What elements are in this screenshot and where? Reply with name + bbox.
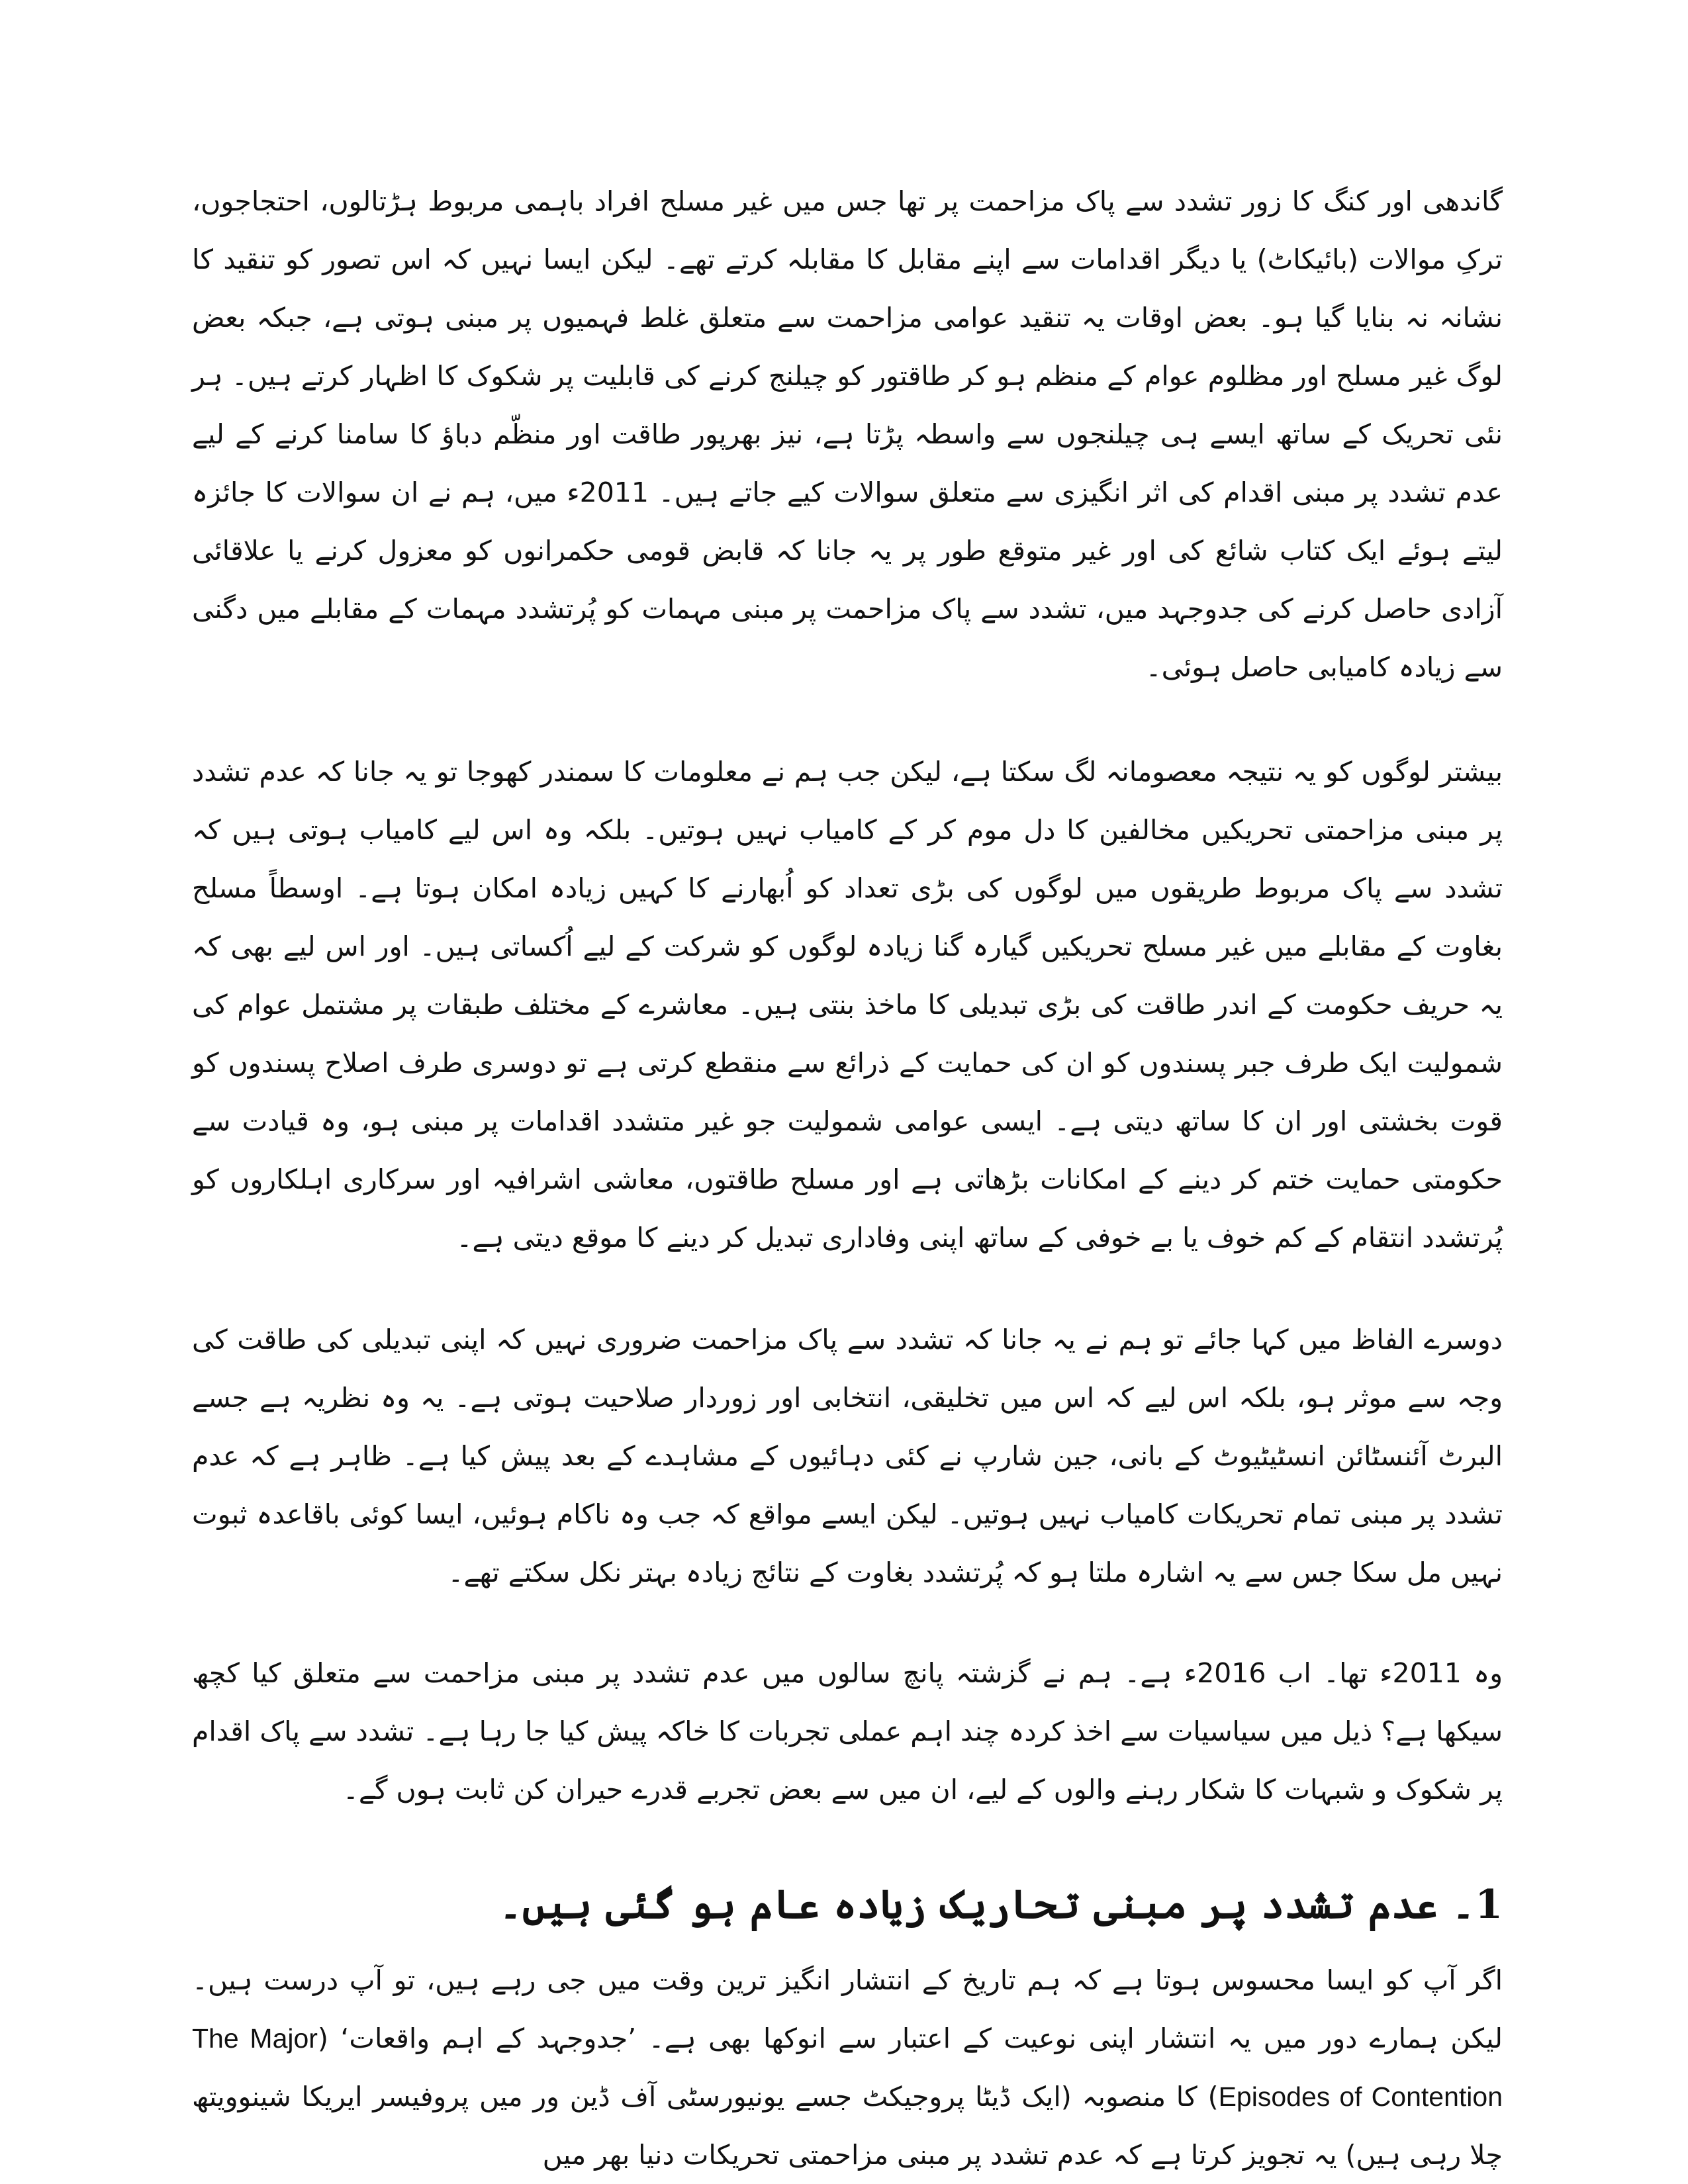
paragraph-5 [192,1951,1503,2184]
paragraph-1: گاندھی اور کنگ کا زور تشدد سے پاک مزاحمت پر تھا جس میں غیر مسلح افراد باہمی مربوط ہڑتالوں، احتجاجوں، ترکِ موالات (بائیکاٹ) یا دیگر اقدامات سے اپنے مقابل کا مقابلہ کرتے تھے۔ لیکن ایسا نہیں کہ اس تصور کو تنقید کا نشانہ نہ بنایا گیا ہو۔ بعض اوقات یہ تنقید عوامی مزاحمت سے متعلق غلط فہمیوں پر مبنی ہوتی ہے، جبکہ بعض لوگ غیر مسلح اور مظلوم عوام کے منظم ہو کر طاقتور کو چیلنج کرنے کی قابلیت پر شکوک کا اظہار کرتے ہیں۔ ہر نئی تحریک کے ساتھ ایسے ہی چیلنجوں سے واسطہ پڑتا ہے، نیز بھرپور طاقت اور منظّم دباؤ کا سامنا کرنے کے لیے عدم تشدد پر مبنی اقدام کی اثر انگیزی سے متعلق سوالات کیے جاتے ہیں۔ 2011ء میں، ہم نے ان سوالات کا جائزہ لیتے ہوئے ایک کتاب شائع کی اور غیر متوقع طور پر یہ جانا کہ قابض قومی حکمرانوں کو معزول کرنے یا علاقائی آزادی حاصل کرنے کی جدوجہد میں، تشدد سے پاک مزاحمت پر مبنی مہمات کو پُرتشدد مہمات کے مقابلے میں دگنی سے زیادہ کامیابی حاصل ہوئی۔ [192,185,1503,683]
paragraph-3: دوسرے الفاظ میں کہا جائے تو ہم نے یہ جانا کہ تشدد سے پاک مزاحمت ضروری نہیں کہ اپنی تبدیلی کی طاقت کی وجہ سے موثر ہو، بلکہ اس لیے کہ اس میں تخلیقی، انتخابی اور زوردار صلاحیت ہوتی ہے۔ یہ وہ نظریہ ہے جسے البرٹ آئنسٹائن انسٹیٹیوٹ کے بانی، جین شارپ نے کئی دہائیوں کے مشاہدے کے بعد پیش کیا ہے۔ ظاہر ہے کہ عدم تشدد پر مبنی تمام تحریکات کامیاب نہیں ہوتیں۔ لیکن ایسے مواقع کہ جب وہ ناکام ہوئیں، ایسا کوئی باقاعدہ ثبوت نہیں مل سکا جس سے یہ اشارہ ملتا ہو کہ پُرتشدد بغاوت کے نتائج زیادہ بہتر نکل سکتے تھے۔ [192,1324,1503,1588]
paragraph-5-text-after: ) کا منصوبہ (ایک ڈیٹا پروجیکٹ جسے یونیورسٹی آف ڈین ور میں پروفیسر ایریکا شینوویتھ چلا رہی ہیں) یہ تجویز کرتا ہے کہ عدم تشدد پر مبنی مزاحمتی تحریکات دنیا بھر میں [192,2081,1503,2171]
section-heading-1: 1۔ عدم تشدد پر مبنی تحاریک زیادہ عام ہو گئی ہیں۔ [498,1882,1503,1928]
paragraph-2: بیشتر لوگوں کو یہ نتیجہ معصومانہ لگ سکتا ہے، لیکن جب ہم نے معلومات کا سمندر کھوجا تو یہ جانا کہ عدم تشدد پر مبنی مزاحمتی تحریکیں مخالفین کا دل موم کر کے کامیاب نہیں ہوتیں۔ بلکہ وہ اس لیے کامیاب ہوتی ہیں کہ تشدد سے پاک مربوط طریقوں میں لوگوں کی بڑی تعداد کو اُبھارنے کا کہیں زیادہ امکان ہوتا ہے۔ اوسطاً مسلح بغاوت کے مقابلے میں غیر مسلح تحریکیں گیارہ گنا زیادہ لوگوں کو شرکت کے لیے اُکساتی ہیں۔ اور اس لیے بھی کہ یہ حریف حکومت کے اندر طاقت کی بڑی تبدیلی کا ماخذ بنتی ہیں۔ معاشرے کے مختلف طبقات پر مشتمل عوام کی شمولیت ایک طرف جبر پسندوں کو ان کی حمایت کے ذرائع سے منقطع کرتی ہے تو دوسری طرف اصلاح پسندوں کو قوت بخشتی اور ان کا ساتھ دیتی ہے۔ ایسی عوامی شمولیت جو غیر متشدد اقدامات پر مبنی ہو، وہ قیادت سے حکومتی حمایت ختم کر دینے کے امکانات بڑھاتی ہے اور مسلح طاقتوں، معاشی اشرافیہ اور سرکاری اہلکاروں کو پُرتشدد انتقام کے کم خوف یا بے خوفی کے ساتھ اپنی وفاداری تبدیل کر دینے کا موقع دیتی ہے۔ [192,756,1503,1253]
paragraph-5-text-before: اگر آپ کو ایسا محسوس ہوتا ہے کہ ہم تاریخ کے انتشار انگیز ترین وقت میں جی رہے ہیں، تو آپ درست ہیں۔ لیکن ہمارے دور میں یہ انتشار اپنی نوعیت کے اعتبار سے انوکھا بھی ہے۔ ’جدوجہد کے اہم واقعات‘ ( [192,1964,1503,2054]
document-page [192,172,1503,2184]
paragraph-4: وہ 2011ء تھا۔ اب 2016ء ہے۔ ہم نے گزشتہ پانچ سالوں میں عدم تشدد پر مبنی مزاحمت سے متعلق کیا کچھ سیکھا ہے؟ ذیل میں سیاسیات سے اخذ کردہ چند اہم عملی تجربات کا خاکہ پیش کیا جا رہا ہے۔ تشدد سے پاک اقدام پر شکوک و شبہات کا شکار رہنے والوں کے لیے، ان میں سے بعض تجربے قدرے حیران کن ثابت ہوں گے۔ [192,1657,1503,1805]
paragraph-5-english-title: The Major Episodes of Contention [192,2023,1503,2112]
